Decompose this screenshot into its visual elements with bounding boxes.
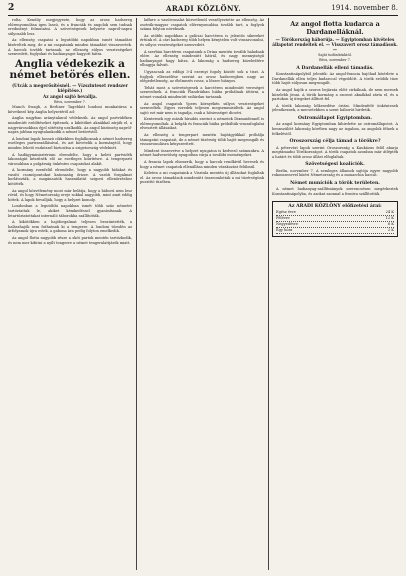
paragraph: A pétervári lapok szerint Oroszország a Kaukázus felől akarja megtámadni Törökországot. A török csapatok azonban már átlépték a határt és több orosz állást elfoglaltak. xyxy=(272,145,398,159)
paragraph: Berlin, november 7. A semleges államok sajtója egyre nagyobb rokonszenvvel kíséri Németország és a monarchia harcát. xyxy=(272,168,398,178)
section-title: Ostromállapot Egyiptomban. xyxy=(297,115,372,121)
dateline: Bécs, november 7. xyxy=(54,99,86,104)
issue-date: 1914. november 8. xyxy=(331,4,398,12)
paragraph: Ugyancsak az eddigi 3-4 ezernyi fogoly között sok a tiszt. A foglyok elbeszélése szerint az orosz hadseregben nagy az elégedetlenség, az élelmezés rossz, a lőszer hiányos. xyxy=(140,69,264,84)
subheadline-note: Az angol sajtó bevallja. xyxy=(43,93,97,99)
paragraph: rolta. Kendőy megjegyezte, hogy az orosz hadsereg előrenyomulása igen lassú, és a franciák és angolok sem tudnak eredményt felmutatni. A szövetségesek helyzete napról-napra súlyosabb lesz. xyxy=(8,18,132,36)
price-label: Egy hóra xyxy=(276,228,293,233)
price-label: Negyedévre xyxy=(276,222,299,227)
subscription-box xyxy=(272,201,398,238)
paragraph: A török lakosság lelkesedése óriási. Mindenfelé önkéntesek jelentkeznek, a mecsetekben a szent háborút hirdetik. xyxy=(272,103,398,113)
paragraph: Az ellenség a tengerpart mentén hajóágyúkkal próbálja támogatni csapatait, de a német tüzérség több hajót megrongált és visszavonulásra kényszerített. xyxy=(140,133,264,147)
paragraph: Az utóbbi napokban a galíciai harctéren is jelentős sikereket értünk el. A cári hadsereg több helyen kénytelen volt visszavonulni, és súlyos veszteségeket szenvedett. xyxy=(140,33,264,47)
column-rule xyxy=(136,18,137,570)
column-right xyxy=(272,18,398,572)
column-middle xyxy=(140,18,264,572)
price-value: 2 K xyxy=(387,228,394,233)
paragraph: Az angol hajók a szoros bejárata előtt cirkálnak, de nem mernek közelebb jönni. A török kormány a szorost aknákkal zárta el, és a partokon új ütegeket állított fel. xyxy=(272,88,398,102)
paragraph: Mindent összevetve a helyzet nyugaton is kedvező számunkra. A német hadvezetőség nyugodtan várja a további eseményeket. xyxy=(140,148,264,158)
paragraph: A szerbiai harctéren csapataink a Drina mentén tovább haladnak előre. Az ellenség mindenütt hátrál, és nagy mennyiségű hadianyagot hagy hátra. A lakosság a hadsereg közeledtére elhagyja falvait. xyxy=(140,49,264,68)
price-value: 6 K xyxy=(387,222,394,227)
paragraph: Anglia nagyban aránytalanul védekezik. Az angol partvidéken mindenütt erődítéseket építenek, a kikötőket aknákkal zárják el, a nagyvárosokban éjjel sötétség uralkodik. Az angol közönség napról-napra jobban nyugtalankodik a német betöréstől. xyxy=(8,116,132,135)
section-title: Oroszország célja támad a törökre? xyxy=(289,139,381,145)
paragraph: Az angol kormány Egyiptomban kihirdette az ostromállapotot. A bennszülött lakosság körében nagy az izgalom, az angolok félnek a felkeléstől. xyxy=(272,122,398,136)
newspaper-title: ARADI KÖZLÖNY. xyxy=(166,4,242,13)
paragraph: A hadügyminisztérium elrendelte, hogy a keleti partvidék lakosságát készítsék elő az esetleges kiürítésre. A tengerparti városokban a polgárság önkéntes csapatokat alakít. xyxy=(8,152,132,166)
paragraph: Londonban a legutóbbi napokban ismét több száz németet tartóztattak le, akiket kémkedéssel gyanúsítanak. A letartóztatottakat internáló táborokba szállították. xyxy=(8,204,132,218)
paragraph: A londoni lapok hosszú cikkekben foglalkoznak a német hadsereg esetleges partraszállásával, és azt követelik a kormánytól, hogy minden lehető eszközzel biztosítsa a szigetország védelmét. xyxy=(8,136,132,150)
paragraph: A német hadianyag-szállítmányok szerencsésen megérkeztek Konstantinápolyba, és azokat azonnal a frontra szállították. xyxy=(272,187,398,196)
price-value: 12 K xyxy=(385,216,394,221)
price-row xyxy=(276,228,394,234)
price-label: Félévre xyxy=(276,216,290,221)
paragraph: Munch Swagh, a Berliner Tageblatt londoni munkatársa a következő kép Anglia helyzetéről ad: xyxy=(8,105,132,114)
paragraph: A francia lapok elismerik, hogy a harcok rendkívül hevesek és hogy a német csapatok ellenállása minden várakozást felülmúl. xyxy=(140,160,264,169)
paragraph: Konstantinápolyból jelentik: Az angol-francia hajóhad kísérlete a Dardanellák ellen teljes kudarccal végződött. A török erődök tüze több hajót súlyosan megrongált. xyxy=(272,72,398,86)
paragraph: Az angol közvélemény most már belátja, hogy a háború nem lesz rövid, és hogy Németország ereje sokkal nagyobb, mint amit eddig hittek. A lapok bevallják, hogy a helyzet komoly. xyxy=(8,188,132,202)
dateline: Bécs, november 7. xyxy=(319,58,351,63)
paragraph: Keleten a mi csapataink a Visztula mentén új állásokat foglaltak el. Az orosz támadások mindenütt összeomlottak a mi tüzérségünk pusztító tüzében. xyxy=(140,171,264,185)
paragraph: laffare a vasútvonalat közvetlenül veszélyeztette az ellenség. Az osztrák-magyar csapatok előrenyomulása tovább tart, a foglyok száma folyton növekszik. xyxy=(140,18,264,32)
paragraph: Az ellenség csapatai a legutóbbi napokban ismét támadást kíséreltek meg, de a mi csapataink minden támadást visszavertek. A harcok tovább tartanak, az ellenség súlyos veszteségeket szenvedett, foglyokat és hadianyagot hagyott hátra. xyxy=(8,38,132,57)
headline-dardanellak: Az angol flotta kudarca a Dardanelláknál. xyxy=(290,20,380,36)
paragraph: Az angol flotta nagyobb része a skót partok mentén tartózkodik, és nem mer kifutni a nyílt tengerre a német tengeralattjárók miatt. xyxy=(8,236,132,245)
price-value: 24 K xyxy=(385,210,394,215)
section-title: Német muníciók a török területen. xyxy=(290,180,380,186)
subheadline: — Törökország háborúja. — Egyiptomban kivételes állapotot rendeltek el. — Visszavert orosz támadások. — xyxy=(272,37,398,52)
paragraph: A kikötőkben a hajóforgalmat teljesen beszüntették, a halászhajók sem futhatnak ki a tengerre. A londoni tőzsdén az árfolyamok újra estek, a gabona ára pedig folyton emelkedik. xyxy=(8,220,132,234)
section-title: A Dardanellák elleni támadás. xyxy=(296,65,374,71)
paragraph: Tehát most a szövetségesek a harctéren mindenütt vereséget szenvednek. A franciák Flandriában hiába próbálnak áttörni, a német vonalak mindenütt szilárdan tartanak. xyxy=(140,85,264,99)
paragraph: Az angol csapatok Ypern környékén súlyos veszteségeket szenvedtek. Egyes ezredek teljesen megsemmisültek. Az angol sajtó ezt már nem is tagadja, csak a hősiességet dicséri. xyxy=(140,101,264,115)
column-left xyxy=(8,18,132,572)
headline-anglia: Anglia védekezik a német betörés ellen. xyxy=(9,57,131,82)
column-rule xyxy=(268,18,269,570)
price-label: Egész évre xyxy=(276,210,296,215)
paragraph: A kormány ezenfelül elrendelte, hogy a nagyobb hidakat és vasúti csomópontokat katonaság őrizze. A vasúti forgalmat korlátozták, a magánautók használatát szigorú ellenőrzéshez kötötték. xyxy=(8,168,132,187)
source-line: Saját tudósítónktól. xyxy=(318,53,352,57)
subscription-box-title: Az ARADI KÖZLÖNY előfizetési árai: xyxy=(288,203,382,209)
masthead xyxy=(8,3,398,16)
subheadline: (Utcák a megerősítésnél. — Vízszinteset rendszer kiépítése.) xyxy=(12,82,128,93)
paragraph: Kenternek egy másik híradás szerint a németek Dixmuidennél is előrenyomultak. A belgák és franciák hiába próbálták visszafoglalni elvesztett állásaikat. xyxy=(140,117,264,131)
page-number: 2 xyxy=(8,3,15,13)
section-title: Szövetségesi koalíciók. xyxy=(305,162,365,168)
